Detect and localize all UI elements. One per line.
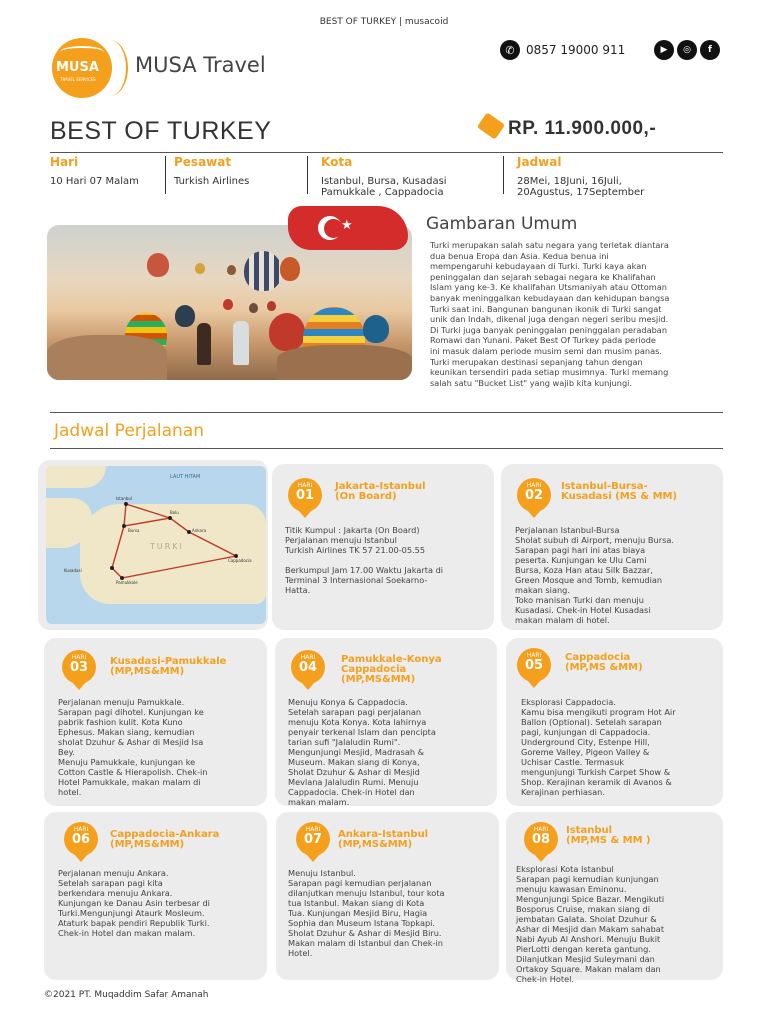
copyright: ©2021 PT. Muqaddim Safar Amanah [44,990,209,1000]
day-description-line: Chek-in Hotel dan makan malam. [58,928,196,938]
info-value-line: 20Agustus, 17September [517,187,645,198]
info-label: Pesawat [174,155,232,169]
day-description-line: Kunjungan ke Danau Asin terbesar di [58,898,210,908]
info-value: 10 Hari 07 Malam [50,176,139,187]
day-title [561,482,677,502]
day-description-line: Museum. Makan siang di Konya, [288,757,420,767]
balloon-image [244,251,282,291]
day-description-line: PierLotti dengan kereta gantung. [516,944,651,954]
day-title-line: Kusadasi (MS & MM) [561,491,678,502]
person-image [233,321,249,365]
day-description-line: Berkumpul Jam 17.00 Waktu Jakarta di [285,565,444,575]
day-description-line: Ataturk bapak pendiri Republik Turki. [58,918,210,928]
price: RP. 11.900.000,- [508,118,657,139]
info-label: Hari [50,155,79,169]
day-description-line: Ephesus. Makan siang, kemudian [58,727,195,737]
brand-name: MUSA Travel [135,53,266,77]
info-kota [321,155,447,198]
map-city: Kusadasi [64,568,82,573]
day-description-line: Menuju Istanbul. [288,868,356,878]
day-title-line: (MP,MS & MM ) [566,835,651,846]
divider [50,152,723,153]
day-description-line: hotel. [58,787,82,797]
gambaran-line: Turki merupakan destinasi sepanjang tahun dengan [430,356,643,367]
day-description-line: Turki.Mengunjungi Ataurk Mosleum. [58,908,205,918]
gambaran-line: Turki saat ini. Bangunan bangunan ikonik di Turki sangat [430,303,662,314]
balloon-image [147,253,169,277]
turkey-route-map [46,466,266,624]
day-badge-label: HARI [533,826,549,833]
day-badge-number: 01 [295,488,315,503]
day-title [110,830,219,850]
social-links [654,40,720,60]
info-value [321,176,447,198]
map-city: Cappadocia [228,558,252,563]
day-description [521,697,676,797]
day-description-line: peserta. Kunjungan ke Ulu Cami [515,555,647,565]
map-city: Istanbul [116,496,133,501]
badge-pointer [527,680,541,688]
day-description-line: makan siang. [515,585,570,595]
person-image [197,323,211,365]
day-badge-label: HARI [300,654,316,661]
day-description-line: Menuju Pamukkale, kunjungan ke [58,757,196,767]
day-description-line: Kusadasi. Chek-in Hotel Kusadasi [515,605,651,615]
info-pesawat [174,155,249,187]
balloon-image [195,263,205,274]
day-description [58,868,210,938]
rock-image [47,335,167,380]
badge-pointer [72,682,86,690]
day-description-line: Green Mosque and Tomb, kemudian [515,575,663,585]
day-description-line: Mengunjungi Spice Bazar. Mengikuti [516,894,665,904]
day-title-line: Cappadocia-Ankara [110,829,220,840]
logo-text: MUSA [56,60,99,75]
map-city: Pamukkale [116,580,138,585]
gambaran-line: Islam yang ke-3. Ke khalifahan Utsmaniyah atau Ottoman [430,282,667,293]
gambaran-line: banyak meninggalkan kebudayaan dan kehidupan bangsa [430,292,670,303]
day-title [566,826,651,846]
day-description-line: pagi, kunjungan di Cappadocia. [521,727,651,737]
day-description-line: Cappadocia. Chek-in Hotel dan [288,787,415,797]
day-title-line: Kusadasi-Pamukkale [110,656,227,667]
day-description-line: tua Istanbul. Makan siang di Kota [288,898,425,908]
badge-pointer [306,854,320,862]
day-badge-label: HARI [73,826,89,833]
phone-number: 0857 19000 911 [526,43,626,57]
day-title [110,657,226,677]
day-description-line: menuju kawasan Eminonu. [516,884,627,894]
day-description-line: Makan malam di Istanbul dan Chek-in [288,938,443,948]
day-description-line: Kamu bisa mengikuti program Hot Air [521,707,676,717]
day-description-line: Hotel. [288,948,313,958]
day-description-line: Perjalanan menuju Pamukkale. [58,697,185,707]
day-badge [517,478,551,512]
day-title-line: Cappadocia [341,664,407,675]
star-icon: ★ [341,218,353,233]
day-description-line: Sarapan pagi hari ini atas biaya [515,545,646,555]
day-description-line: tarian sufi "Jalaludin Rumi". [288,737,401,747]
day-title [565,653,643,673]
route-lines [46,466,266,624]
day-title [338,830,428,850]
divider [50,448,723,449]
day-description-line: Hatta. [285,585,311,595]
musa-logo [52,38,126,96]
day-description-line: Sarapan pagi kemudian perjalanan [288,878,432,888]
day-badge [291,650,325,684]
map-city: Ankara [192,528,207,533]
balloon-image [267,301,276,311]
instagram-icon[interactable]: ◎ [677,40,697,60]
gambaran-line: dua benua Eropa dan Asia. Kedua benua ini [430,250,609,261]
day-description-line: Menuju Konya & Cappadocia. [288,697,408,707]
day-title-line: (MP,MS&MM) [110,839,185,850]
info-value-line: 28Mei, 18Juni, 16Juli, [517,176,622,187]
day-description-line: Uchisar Castle. Termasuk [521,757,624,767]
day-description-line: penyair terkenal Islam dan pencipta [288,727,436,737]
page-title: BEST OF TURKEY [50,117,272,145]
day-description [288,868,445,958]
info-label: Kota [321,155,353,169]
day-description-line: Mevlana Jalaludin Rumi. Menuju [288,777,419,787]
map-city: Bursa [128,528,140,533]
day-badge [524,822,558,856]
facebook-icon[interactable]: f [700,40,720,60]
day-description-line: Bursa, Koza Han atau Silk Bazzar, [515,565,653,575]
balloon-image [269,313,305,351]
day-description-line: mengunjungi Turkish Carpet Show & [521,767,671,777]
day-title-line: (MP,MS&MM) [110,666,185,677]
day-description-line: Bosporus Cruise, makan siang di [516,904,650,914]
day-badge-label: HARI [526,652,542,659]
day-description-line: Perjalanan Istanbul-Bursa [515,525,620,535]
day-description-line: Shop. Kerajinan keramik di Avanos & [521,777,672,787]
gambaran-line: peninggalan dan sejarah sebagai negara ke Khalifahan [430,271,656,282]
day-description-line: menuju Kota Konya. Kota lahirnya [288,717,427,727]
day-description-line: dilanjutkan menuju Istanbul, tour kota [288,888,445,898]
info-value: Turkish Airlines [174,176,250,187]
info-value-line: Pamukkale , Cappadocia [321,187,444,198]
day-description-line: Toko manisan Turki dan menuju [515,595,645,605]
badge-pointer [298,510,312,518]
day-title-line: Jakarta-Istanbul [335,481,426,492]
day-badge [517,648,551,682]
day-description-line: Setelah sarapan pagi perjalanan [288,707,422,717]
day-description-line [285,555,443,565]
day-description-line: makan malam. [288,797,350,807]
gambaran-line: ini masuk dalam periode musim semi dan musim panas. [430,345,662,356]
day-description-line: Goreme Valley, Pigeon Valley & [521,747,650,757]
day-badge-number: 02 [524,488,544,503]
camel-icon [60,46,104,58]
gambaran-line: Turki merupakan salah satu negara yang terletak diantara [430,240,669,250]
day-description-line: Sophia dan Museum Istana Topkapi. [288,918,436,928]
day-badge-label: HARI [71,654,87,661]
gambaran-text [430,240,730,388]
gambaran-line: salah satu "Bucket List" yang wajib kita kunjungi. [430,377,633,388]
day-title-line: Cappadocia [565,652,631,663]
day-title-line: Istanbul-Bursa- [561,481,648,492]
day-description [58,697,207,797]
balloon-image [249,303,258,313]
youtube-icon[interactable]: ▶ [654,40,674,60]
info-jadwal [517,155,644,198]
info-value [517,176,644,198]
day-description-line: Kerajinan perhiasan. [521,787,605,797]
rock-image [277,345,412,380]
day-title-line: (MP,MS&MM) [338,839,413,850]
day-title-line: (MP,MS &MM) [565,662,643,673]
day-description-line: Sarapan pagi dihotel. Kunjungan ke [58,707,204,717]
day-description-line: Chek-in Hotel. [516,974,574,984]
day-badge [64,822,98,856]
day-description-line: Sholat Dzuhur & Ashar di Mesjid [288,767,420,777]
day-description [288,697,436,807]
day-description-line: Perjalanan menuju Istanbul [285,535,397,545]
day-title-line: (On Board) [335,491,397,502]
day-description-line: Sarapan pagi kemudian kunjungan [516,874,659,884]
badge-pointer [74,854,88,862]
info-value-line: Istanbul, Bursa, Kusadasi [321,176,447,187]
whatsapp-icon: ✆ [500,40,520,60]
day-badge-number: 04 [298,660,318,675]
badge-pointer [301,682,315,690]
document-topline: BEST OF TURKEY | musacoid [319,17,449,27]
day-description-line: berkendara menuju Ankara. [58,888,173,898]
day-badge [288,478,322,512]
gambaran-line: Di Turki juga banyak peninggalan peninggalan peradaban [430,324,668,335]
day-description-line: jembatan Galata. Sholat Dzuhur & [516,914,657,924]
balloon-image [227,265,236,275]
day-description-line: Bey. [58,747,75,757]
day-badge-number: 08 [531,832,551,847]
day-title [335,482,426,502]
day-badge-number: 07 [303,832,323,847]
price-tag-icon [477,112,505,139]
divider [307,156,308,194]
day-description-line: Ashar di Mesjid dan Makam sahabat [516,924,665,934]
balloon-image [363,315,389,343]
badge-pointer [534,854,548,862]
day-description-line: Terminal 3 Internasional Soekarno- [285,575,428,585]
day-badge-number: 06 [71,832,91,847]
day-badge-label: HARI [297,482,313,489]
balloon-image [175,305,195,327]
day-badge [296,822,330,856]
day-description-line: Underground City, Estenpe Hill, [521,737,650,747]
gambaran-line: mempengaruhi kebudayaan di Turki. Turki kaya akan [430,261,647,272]
day-title-line: Pamukkale-Konya [341,654,442,665]
day-title-line: Istanbul [566,825,613,836]
day-description-line: sholat Dzuhur & Ashar di Mesjid Isa [58,737,204,747]
day-title-line: (MP,MS&MM) [341,674,416,685]
day-description-line: Eksplorasi Cappadocia. [521,697,616,707]
day-badge-label: HARI [526,482,542,489]
gambaran-line: unik dan Indah, dikenal juga dengan negeri seribu mesjid. [430,314,669,325]
gambaran-line: keunikan tersendiri pada setiap musimnya. Turki memang [430,367,669,378]
day-description [516,864,664,984]
map-city: Bolu [170,510,179,515]
divider [165,156,166,194]
divider [50,412,723,413]
day-badge-number: 05 [524,658,544,673]
day-description-line: Sholat Dzuhur & Ashar di Mesjid Biru. [288,928,442,938]
day-description-line: Setelah sarapan pagi kita [58,878,163,888]
day-description-line: Ortakoy Square. Makan malam dan [516,964,661,974]
day-description-line: Sholat subuh di Airport, menuju Bursa. [515,535,674,545]
map-country-label: TURKI [150,542,184,551]
info-label: Jadwal [517,155,562,169]
day-description [515,525,674,625]
day-description-line: Turkish Airlines TK 57 21.00-05.55 [285,545,426,555]
balloon-image [280,257,300,281]
day-description-line: Dilanjutkan Mesjid Suleymani dan [516,954,655,964]
turkey-flag-icon [288,206,408,250]
info-hari [50,155,139,187]
logo-sub: TRAVEL SERVICES [60,77,96,82]
day-description-line: Perjalanan menuju Ankara. [58,868,169,878]
balloon-image [223,299,233,310]
day-description-line: Ballon (Optional). Setelah sarapan [521,717,662,727]
day-description-line: Eksplorasi Kota Istanbul [516,864,614,874]
day-badge [62,650,96,684]
day-description-line: Titik Kumpul : Jakarta (On Board) [285,525,420,535]
phone-contact[interactable] [500,40,625,60]
day-description-line: Tua. Kunjungan Mesjid Biru, Hagia [288,908,428,918]
gambaran-title: Gambaran Umum [426,214,578,234]
map-sea-label: LAUT HITAM [170,474,201,480]
gambaran-line: Romawi dan Yunani. Paket Best Of Turkey pada periode [430,335,656,346]
day-description-line: Cotton Castle & Hierapolish. Chek-in [58,767,208,777]
day-title-line: Ankara-Istanbul [338,829,429,840]
badge-pointer [527,510,541,518]
day-badge-number: 03 [69,660,89,675]
day-description-line: Hotel Pamukkale, makan malam di [58,777,201,787]
divider [503,156,504,194]
day-description-line: pabrik fashion kulit. Kota Kuno [58,717,183,727]
day-description [285,525,443,595]
day-description-line: Nabi Ayub Al Anshori. Menuju Bukit [516,934,661,944]
day-description-line: Mengunjungi Mesjid, Madrasah & [288,747,425,757]
day-badge-label: HARI [305,826,321,833]
day-description-line: makan malam di hotel. [515,615,610,625]
day-title [341,655,442,685]
jadwal-title: Jadwal Perjalanan [54,421,205,441]
